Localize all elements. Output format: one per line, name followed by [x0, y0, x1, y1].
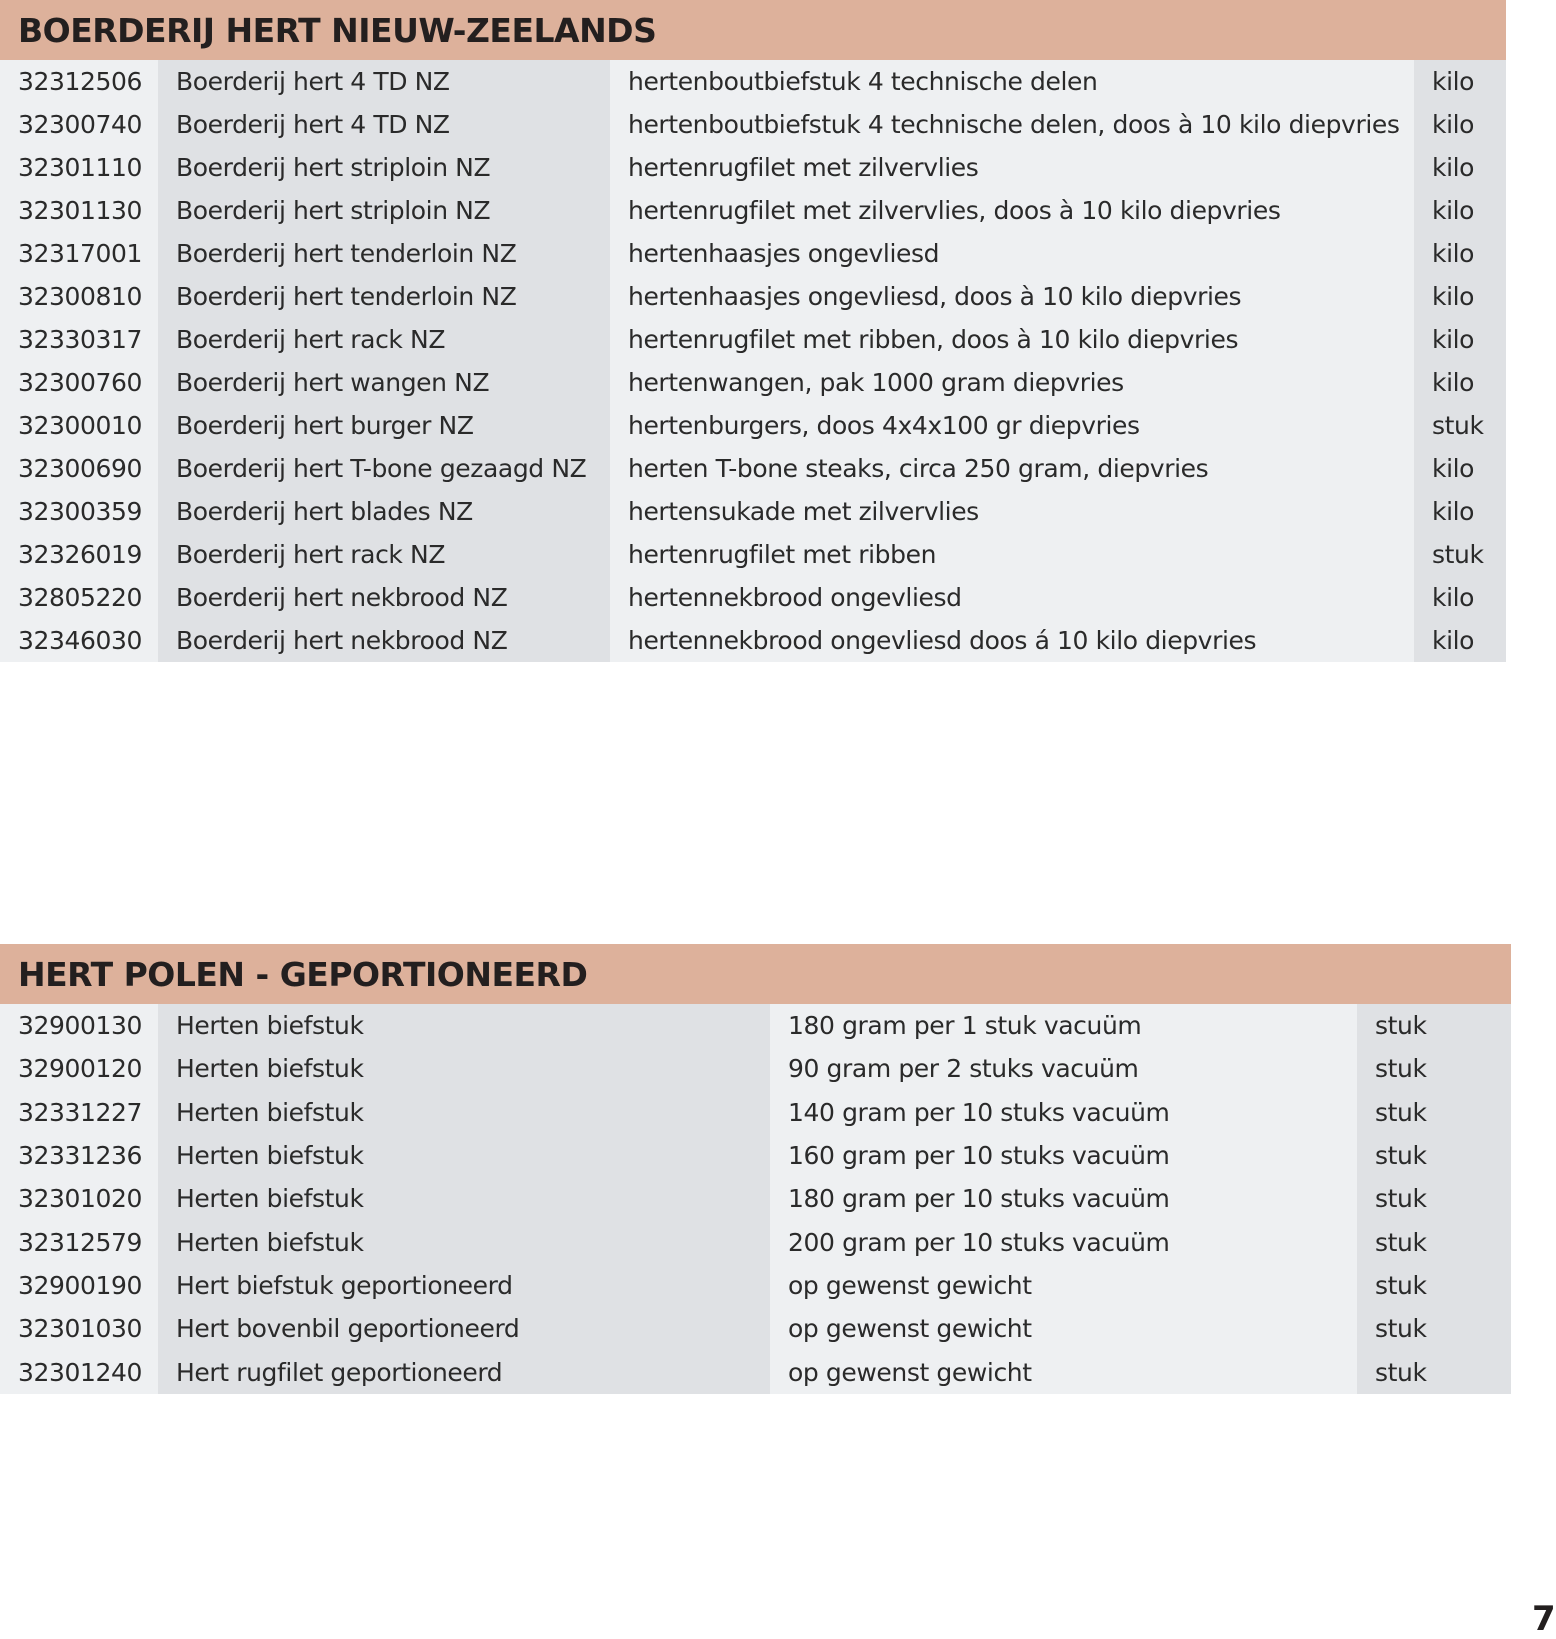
product-description: op gewenst gewicht: [770, 1350, 1357, 1393]
product-code: 32301030: [0, 1307, 158, 1350]
product-code: 32300690: [0, 447, 158, 490]
product-code: 32300359: [0, 490, 158, 533]
product-name: Boerderij hert burger NZ: [158, 404, 610, 447]
product-code: 32301020: [0, 1177, 158, 1220]
table-row: [0, 1091, 1511, 1134]
product-name: Boerderij hert rack NZ: [158, 533, 610, 576]
product-name: Boerderij hert wangen NZ: [158, 361, 610, 404]
page-number: 7: [1532, 1599, 1556, 1639]
table-row: [0, 146, 1506, 189]
product-unit: stuk: [1357, 1047, 1511, 1090]
product-description: 180 gram per 10 stuks vacuüm: [770, 1177, 1357, 1220]
product-unit: stuk: [1357, 1177, 1511, 1220]
product-code: 32301130: [0, 189, 158, 232]
product-unit: stuk: [1357, 1350, 1511, 1393]
table-row: [0, 1004, 1511, 1047]
product-code: 32300810: [0, 275, 158, 318]
product-code: 32300760: [0, 361, 158, 404]
product-code: 32900190: [0, 1264, 158, 1307]
section-title: BOERDERIJ HERT NIEUW-ZEELANDS: [0, 0, 1506, 60]
product-description: hertenrugfilet met zilvervlies: [610, 146, 1414, 189]
product-name: Boerderij hert 4 TD NZ: [158, 103, 610, 146]
product-name: Boerderij hert T-bone gezaagd NZ: [158, 447, 610, 490]
table-row: [0, 1350, 1511, 1393]
product-description: op gewenst gewicht: [770, 1264, 1357, 1307]
table-row: [0, 447, 1506, 490]
product-name: Boerderij hert rack NZ: [158, 318, 610, 361]
product-name: Boerderij hert 4 TD NZ: [158, 60, 610, 103]
product-description: hertenrugfilet met ribben: [610, 533, 1414, 576]
product-table: [0, 1004, 1511, 1394]
product-description: hertennekbrood ongevliesd: [610, 576, 1414, 619]
product-description: 180 gram per 1 stuk vacuüm: [770, 1004, 1357, 1047]
product-unit: kilo: [1414, 447, 1506, 490]
product-name: Boerderij hert blades NZ: [158, 490, 610, 533]
product-unit: stuk: [1357, 1091, 1511, 1134]
product-description: hertenrugfilet met zilvervlies, doos à 10 kilo diepvries: [610, 189, 1414, 232]
product-code: 32317001: [0, 232, 158, 275]
product-description: 160 gram per 10 stuks vacuüm: [770, 1134, 1357, 1177]
product-unit: kilo: [1414, 275, 1506, 318]
table-row: [0, 1047, 1511, 1090]
product-description: hertennekbrood ongevliesd doos á 10 kilo diepvries: [610, 619, 1414, 662]
product-unit: stuk: [1357, 1004, 1511, 1047]
product-description: hertenburgers, doos 4x4x100 gr diepvries: [610, 404, 1414, 447]
product-table: [0, 60, 1506, 662]
product-code: 32312579: [0, 1220, 158, 1263]
product-name: Herten biefstuk: [158, 1091, 770, 1134]
section-title: HERT POLEN - GEPORTIONEERD: [0, 944, 1511, 1004]
product-unit: kilo: [1414, 619, 1506, 662]
product-description: 90 gram per 2 stuks vacuüm: [770, 1047, 1357, 1090]
product-unit: kilo: [1414, 318, 1506, 361]
product-code: 32300740: [0, 103, 158, 146]
product-description: hertenwangen, pak 1000 gram diepvries: [610, 361, 1414, 404]
product-name: Boerderij hert striploin NZ: [158, 146, 610, 189]
product-name: Boerderij hert striploin NZ: [158, 189, 610, 232]
table-row: [0, 189, 1506, 232]
table-row: [0, 60, 1506, 103]
product-code: 32331227: [0, 1091, 158, 1134]
table-row: [0, 533, 1506, 576]
product-code: 32331236: [0, 1134, 158, 1177]
product-name: Hert biefstuk geportioneerd: [158, 1264, 770, 1307]
product-description: 140 gram per 10 stuks vacuüm: [770, 1091, 1357, 1134]
product-code: 32805220: [0, 576, 158, 619]
product-unit: kilo: [1414, 576, 1506, 619]
product-name: Boerderij hert tenderloin NZ: [158, 232, 610, 275]
product-unit: stuk: [1414, 404, 1506, 447]
product-description: hertenboutbiefstuk 4 technische delen, doos à 10 kilo diepvries: [610, 103, 1414, 146]
table-row: [0, 1134, 1511, 1177]
table-row: [0, 1177, 1511, 1220]
product-code: 32900120: [0, 1047, 158, 1090]
product-description: hertenrugfilet met ribben, doos à 10 kilo diepvries: [610, 318, 1414, 361]
product-description: hertensukade met zilvervlies: [610, 490, 1414, 533]
product-unit: kilo: [1414, 60, 1506, 103]
section-hert-polen: [0, 944, 1511, 1394]
table-row: [0, 490, 1506, 533]
product-unit: kilo: [1414, 232, 1506, 275]
product-code: 32312506: [0, 60, 158, 103]
table-row: [0, 619, 1506, 662]
section-boerderij-hert: [0, 0, 1506, 662]
product-code: 32346030: [0, 619, 158, 662]
product-unit: stuk: [1357, 1220, 1511, 1263]
product-unit: kilo: [1414, 490, 1506, 533]
product-unit: stuk: [1357, 1134, 1511, 1177]
table-row: [0, 1307, 1511, 1350]
table-row: [0, 1264, 1511, 1307]
table-row: [0, 318, 1506, 361]
product-description: hertenhaasjes ongevliesd, doos à 10 kilo diepvries: [610, 275, 1414, 318]
product-name: Hert rugfilet geportioneerd: [158, 1350, 770, 1393]
product-unit: kilo: [1414, 361, 1506, 404]
product-unit: kilo: [1414, 146, 1506, 189]
product-description: hertenboutbiefstuk 4 technische delen: [610, 60, 1414, 103]
product-name: Herten biefstuk: [158, 1134, 770, 1177]
table-row: [0, 275, 1506, 318]
table-row: [0, 103, 1506, 146]
product-unit: stuk: [1357, 1264, 1511, 1307]
table-row: [0, 232, 1506, 275]
product-description: 200 gram per 10 stuks vacuüm: [770, 1220, 1357, 1263]
product-code: 32900130: [0, 1004, 158, 1047]
product-description: op gewenst gewicht: [770, 1307, 1357, 1350]
table-row: [0, 404, 1506, 447]
product-code: 32330317: [0, 318, 158, 361]
product-unit: stuk: [1357, 1307, 1511, 1350]
product-unit: stuk: [1414, 533, 1506, 576]
product-name: Hert bovenbil geportioneerd: [158, 1307, 770, 1350]
product-name: Herten biefstuk: [158, 1004, 770, 1047]
table-row: [0, 576, 1506, 619]
product-unit: kilo: [1414, 189, 1506, 232]
product-code: 32301110: [0, 146, 158, 189]
product-name: Herten biefstuk: [158, 1047, 770, 1090]
product-code: 32300010: [0, 404, 158, 447]
product-code: 32326019: [0, 533, 158, 576]
product-code: 32301240: [0, 1350, 158, 1393]
product-description: hertenhaasjes ongevliesd: [610, 232, 1414, 275]
table-row: [0, 361, 1506, 404]
product-name: Boerderij hert nekbrood NZ: [158, 576, 610, 619]
table-row: [0, 1220, 1511, 1263]
product-name: Boerderij hert tenderloin NZ: [158, 275, 610, 318]
product-name: Herten biefstuk: [158, 1177, 770, 1220]
product-description: herten T-bone steaks, circa 250 gram, diepvries: [610, 447, 1414, 490]
product-name: Boerderij hert nekbrood NZ: [158, 619, 610, 662]
product-name: Herten biefstuk: [158, 1220, 770, 1263]
product-unit: kilo: [1414, 103, 1506, 146]
